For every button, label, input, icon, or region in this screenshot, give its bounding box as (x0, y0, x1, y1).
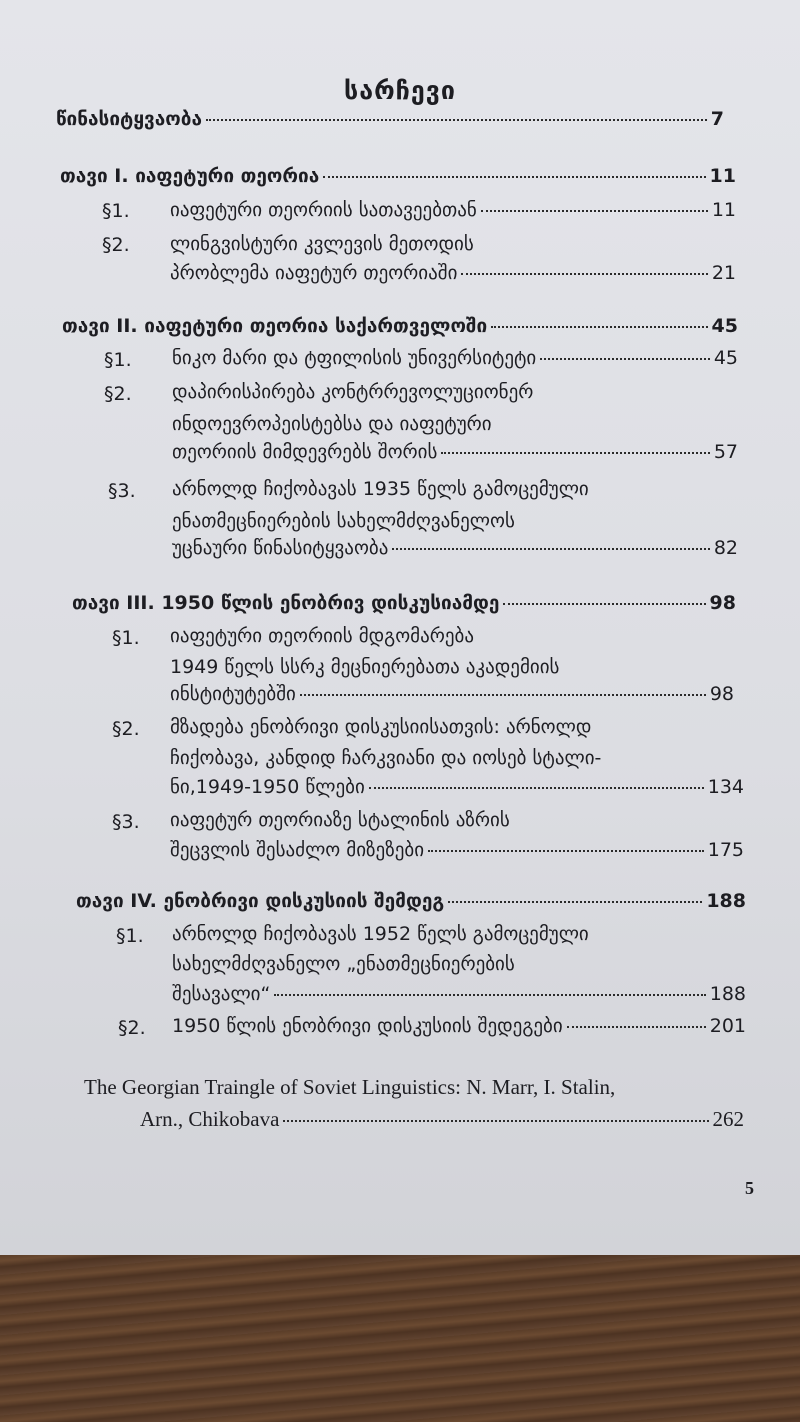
toc-section (170, 776, 744, 810)
chapter-page: 188 (706, 890, 746, 912)
section-num: §2. (102, 234, 130, 256)
section-line: არნოლდ ჩიქობავას 1952 წელს გამოცემული (172, 923, 589, 945)
toc-chapter-2 (62, 315, 738, 349)
section-num: §1. (112, 627, 140, 649)
chapter-label: თავი I. იაფეტური თეორია (60, 165, 320, 187)
chapter-page: 11 (709, 165, 736, 187)
section-line: ნიკო მარი და ტფილისის უნივერსიტეტი (172, 347, 537, 369)
toc-section (170, 839, 744, 873)
toc-preface (56, 108, 724, 142)
dot-leader (441, 452, 709, 454)
section-page: 45 (713, 347, 738, 369)
section-line: ინდოევროპეისტებსა და იაფეტური (172, 413, 492, 435)
dot-leader (392, 548, 709, 550)
section-line: 1950 წლის ენობრივი დისკუსიის შედეგები (172, 1015, 563, 1037)
dot-leader (567, 1026, 706, 1028)
chapter-page: 45 (711, 315, 738, 337)
section-line: იაფეტური თეორიის სათავეებთან (170, 199, 477, 221)
dot-leader (461, 273, 707, 275)
section-line: 1949 წელს სსრკ მეცნიერებათა აკადემიის (170, 656, 560, 678)
toc-section (172, 1015, 746, 1049)
section-num: §3. (112, 811, 140, 833)
section-line: ჩიქობავა, კანდიდ ჩარკვიანი და იოსებ სტალი- (170, 747, 602, 769)
chapter-page: 98 (709, 592, 736, 614)
section-num: §1. (102, 200, 130, 222)
english-line: Arn., Chikobava (140, 1107, 280, 1131)
chapter-label: თავი IV. ენობრივი დისკუსიის შემდეგ (76, 890, 445, 912)
section-line: იაფეტური თეორიის მდგომარება (170, 625, 474, 647)
section-line: მზადება ენობრივი დისკუსიისათვის: არნოლდ (170, 716, 592, 738)
dot-leader (491, 326, 707, 328)
toc-section (170, 683, 734, 717)
toc-chapter-3 (72, 592, 736, 626)
dot-leader (300, 694, 706, 696)
section-num: §1. (116, 925, 144, 947)
section-line: შეცვლის შესაძლო მიზეზები (170, 839, 425, 861)
toc-chapter-4 (76, 890, 746, 924)
english-title-line: The Georgian Traingle of Soviet Linguistics: N. Marr, I. Stalin, (84, 1075, 616, 1099)
toc-section (170, 262, 736, 296)
section-num: §3. (108, 480, 136, 502)
section-page: 82 (713, 537, 738, 559)
chapter-label: თავი II. იაფეტური თეორია საქართველოში (62, 315, 488, 337)
toc-section (172, 441, 738, 475)
english-page: 262 (712, 1107, 744, 1131)
dot-leader (323, 176, 705, 178)
toc-section (172, 537, 738, 571)
section-line: დაპირისპირება კონტრრევოლუციონერ (172, 381, 534, 403)
toc-english (140, 1107, 744, 1141)
section-line: შესავალი“ (172, 983, 271, 1005)
section-line: თეორიის მიმდევრებს შორის (172, 441, 438, 463)
dot-leader (448, 901, 702, 903)
toc-chapter-1 (60, 165, 736, 199)
section-line: სახელმძღვანელო „ენათმეცნიერების (172, 953, 515, 975)
section-num: §2. (112, 718, 140, 740)
section-num: §1. (104, 349, 132, 371)
dot-leader (369, 787, 704, 789)
toc-section (172, 983, 746, 1017)
section-page: 57 (713, 441, 738, 463)
section-line: ინსტიტუტებში (170, 683, 296, 705)
chapter-label: თავი III. 1950 წლის ენობრივ დისკუსიამდე (72, 592, 500, 614)
page-number: 5 (745, 1178, 754, 1198)
section-line: პრობლემა იაფეტურ თეორიაში (170, 262, 458, 284)
section-line: უცნაური წინასიტყვაობა (172, 537, 389, 559)
section-num: §2. (104, 383, 132, 405)
section-page: 21 (711, 262, 736, 284)
toc-section (172, 347, 738, 381)
dot-leader (481, 210, 708, 212)
section-page: 11 (711, 199, 736, 221)
preface-page: 7 (710, 108, 724, 130)
section-line: ლინგვისტური კვლევის მეთოდის (170, 233, 474, 255)
dot-leader (283, 1120, 708, 1122)
dot-leader (428, 850, 704, 852)
dot-leader (540, 358, 710, 360)
dot-leader (503, 603, 705, 605)
section-line: იაფეტურ თეორიაზე სტალინის აზრის (170, 809, 510, 831)
section-page: 175 (707, 839, 744, 861)
section-line: ნი,1949-1950 წლები (170, 776, 365, 798)
section-page: 134 (707, 776, 744, 798)
section-page: 98 (709, 683, 734, 705)
section-line: არნოლდ ჩიქობავას 1935 წელს გამოცემული (172, 478, 589, 500)
section-num: §2. (118, 1017, 146, 1039)
section-page: 188 (709, 983, 746, 1005)
dot-leader (274, 994, 705, 996)
toc-section (170, 199, 736, 233)
preface-label: წინასიტყვაობა (56, 108, 202, 130)
dot-leader (206, 119, 707, 121)
section-page: 201 (709, 1015, 746, 1037)
section-line: ენათმეცნიერების სახელმძღვანელოს (172, 510, 515, 532)
wooden-table (0, 1255, 800, 1422)
toc-title: სარჩევი (344, 76, 456, 105)
